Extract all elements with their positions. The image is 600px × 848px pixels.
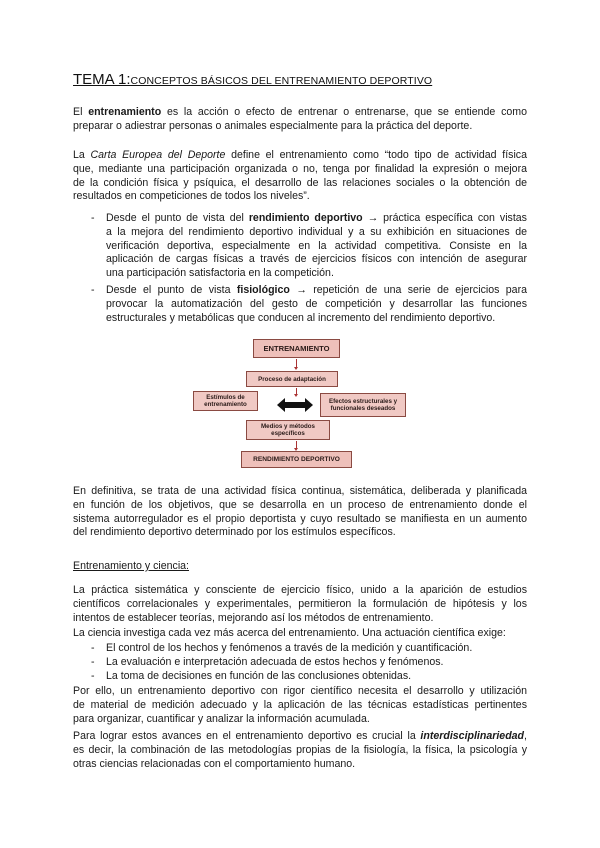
definitiva-line: En definitiva, se trata de una actividad física continua, sistemática, deliberada y planificada xyxy=(73,485,527,497)
intro-line-1 xyxy=(73,106,527,120)
bullet-line xyxy=(106,284,527,298)
bullet-evaluacion: La evaluación e interpretación adecuada de estos hechos y fenómenos. xyxy=(106,656,444,668)
paragraph-text: , xyxy=(524,730,527,742)
arrow-down xyxy=(296,388,297,394)
bullet-dash: - xyxy=(91,670,95,682)
bullet-text: → práctica específica con vistas xyxy=(362,212,527,224)
ciencia-paragraph-2 xyxy=(73,627,527,641)
intro-text: El xyxy=(73,106,89,118)
bullet-line: provocar la automatización del gesto de competición y desarrollar las funciones xyxy=(106,297,527,310)
bullet-rendimiento xyxy=(106,212,527,281)
paragraph-line: La ciencia investiga cada vez más acerca del entrenamiento. Una actuación científica exige: xyxy=(73,627,506,639)
bullet-line: una participación satisfactoria en la competición. xyxy=(106,267,334,280)
bullet-line: a la mejora del rendimiento deportivo individual y a su exhibición en situaciones de xyxy=(106,225,527,238)
ciencia-paragraph-4 xyxy=(73,730,527,771)
bullet-fisiologico xyxy=(106,284,527,325)
bullet-bold-term: rendimiento deportivo xyxy=(248,212,363,224)
training-diagram xyxy=(190,335,410,475)
paragraph-line: científicos correlacionales y experimentales, permitieron la formulación de hipótesis y los xyxy=(73,597,527,610)
carta-line-3: de la condición física y psíquica, el desarrollo de las relaciones sociales o la obtención de xyxy=(73,176,527,189)
arrow-down xyxy=(296,359,297,367)
page-title xyxy=(73,71,432,88)
carta-text: define el entrenamiento como “todo tipo de actividad física xyxy=(225,149,527,161)
arrow-down xyxy=(296,441,297,448)
definitiva-line: sistema autorregulador es el propio deportista y cuyo resultado se manifiesta en un aumento xyxy=(73,512,527,525)
intro-line-2: preparar o adiestrar personas o animales especialmente para la práctica del deporte. xyxy=(73,119,473,132)
ciencia-paragraph-3 xyxy=(73,685,527,726)
intro-bold-term: entrenamiento xyxy=(88,106,162,118)
double-arrow-icon xyxy=(277,397,313,413)
paragraph-line: Por ello, un entrenamiento deportivo con rigor científico necesita el desarrollo y utilización xyxy=(73,685,527,697)
carta-italic-title: Carta Europea del Deporte xyxy=(90,149,226,161)
intro-paragraph xyxy=(73,106,527,134)
paragraph-line: para organizar, cuantificar y analizar la información acumulada. xyxy=(73,712,370,725)
title-lead: TEMA 1: xyxy=(73,71,131,88)
bullet-dash: - xyxy=(91,284,95,296)
paragraph-line xyxy=(73,730,527,744)
carta-line-1 xyxy=(73,149,527,163)
paragraph-line: de material de medición adecuado y la aplicación de las técnicas estadísticas pertinentes xyxy=(73,698,527,711)
bullet-line: aplicación de cargas físicas a través de ejercicios físicos con intención de asegurar xyxy=(106,253,527,266)
definitiva-line: del rendimiento deportivo determinado por los estímulos específicos. xyxy=(73,526,396,539)
carta-text: La xyxy=(73,149,91,161)
title-subtitle: CONCEPTOS BÁSICOS DEL ENTRENAMIENTO DEPORTIVO xyxy=(130,75,433,87)
bullet-decisiones: La toma de decisiones en función de las conclusiones obtenidas. xyxy=(106,670,412,682)
carta-line-2: que, mediante una participación organizada o no, tenga por finalidad la expresión o mejora xyxy=(73,162,527,175)
carta-line-4: resultados en competiciones de todos los niveles”. xyxy=(73,190,310,203)
paragraph-line: La práctica sistemática y consciente de ejercicio físico, unido a la aparición de estudios xyxy=(73,584,527,596)
bullet-dash: - xyxy=(91,212,95,224)
ciencia-paragraph-1 xyxy=(73,584,527,625)
diagram-box-proceso: Proceso de adaptación xyxy=(246,371,338,387)
bullet-line xyxy=(106,212,527,226)
bullet-bold-term: fisiológico xyxy=(236,284,290,296)
paragraph-line: intentos de establecer teorías, mejorando así los métodos de entrenamiento. xyxy=(73,611,434,624)
diagram-box-medios: Medios y métodos específicos xyxy=(246,420,330,440)
bullet-line: verificación deportiva, especialmente en la actividad competitiva. Consiste en la xyxy=(106,239,527,252)
carta-paragraph xyxy=(73,149,527,204)
diagram-box-efectos: Efectos estructurales y funcionales deseados xyxy=(320,393,406,417)
diagram-box-rendimiento: RENDIMIENTO DEPORTIVO xyxy=(241,451,352,468)
section-heading: Entrenamiento y ciencia: xyxy=(73,560,190,572)
bullet-dash: - xyxy=(91,642,95,654)
diagram-box-entrenamiento: ENTRENAMIENTO xyxy=(253,339,340,358)
paragraph-text: Para lograr estos avances en el entrenamiento deportivo es crucial la xyxy=(73,730,421,742)
diagram-box-estimulos: Estímulos de entrenamiento xyxy=(193,391,258,411)
bold-italic-term: interdisciplinariedad xyxy=(420,730,525,742)
bullet-control: El control de los hechos y fenómenos a través de la medición y cuantificación. xyxy=(106,642,473,654)
intro-text: es la acción o efecto de entrenar o entrenarse, que se entiende como xyxy=(161,106,527,118)
paragraph-line: otras ciencias relacionadas con el comportamiento humano. xyxy=(73,757,356,770)
definitiva-line: en función de los objetivos, que se desarrolla en un proceso de entrenamiento donde el xyxy=(73,498,527,511)
paragraph-line: es decir, la combinación de las metodologías propias de la fisiología, la física, la psicología y xyxy=(73,743,527,756)
bullet-line: estructurales y metabólicas que conducen al incremento del rendimiento deportivo. xyxy=(106,311,496,324)
definitiva-paragraph xyxy=(73,485,527,540)
bullet-text: → repetición de una serie de ejercicios para xyxy=(289,284,527,296)
bullet-dash: - xyxy=(91,656,95,668)
bullet-text: Desde el punto de vista del xyxy=(106,212,249,224)
bullet-text: Desde el punto de vista xyxy=(106,284,237,296)
